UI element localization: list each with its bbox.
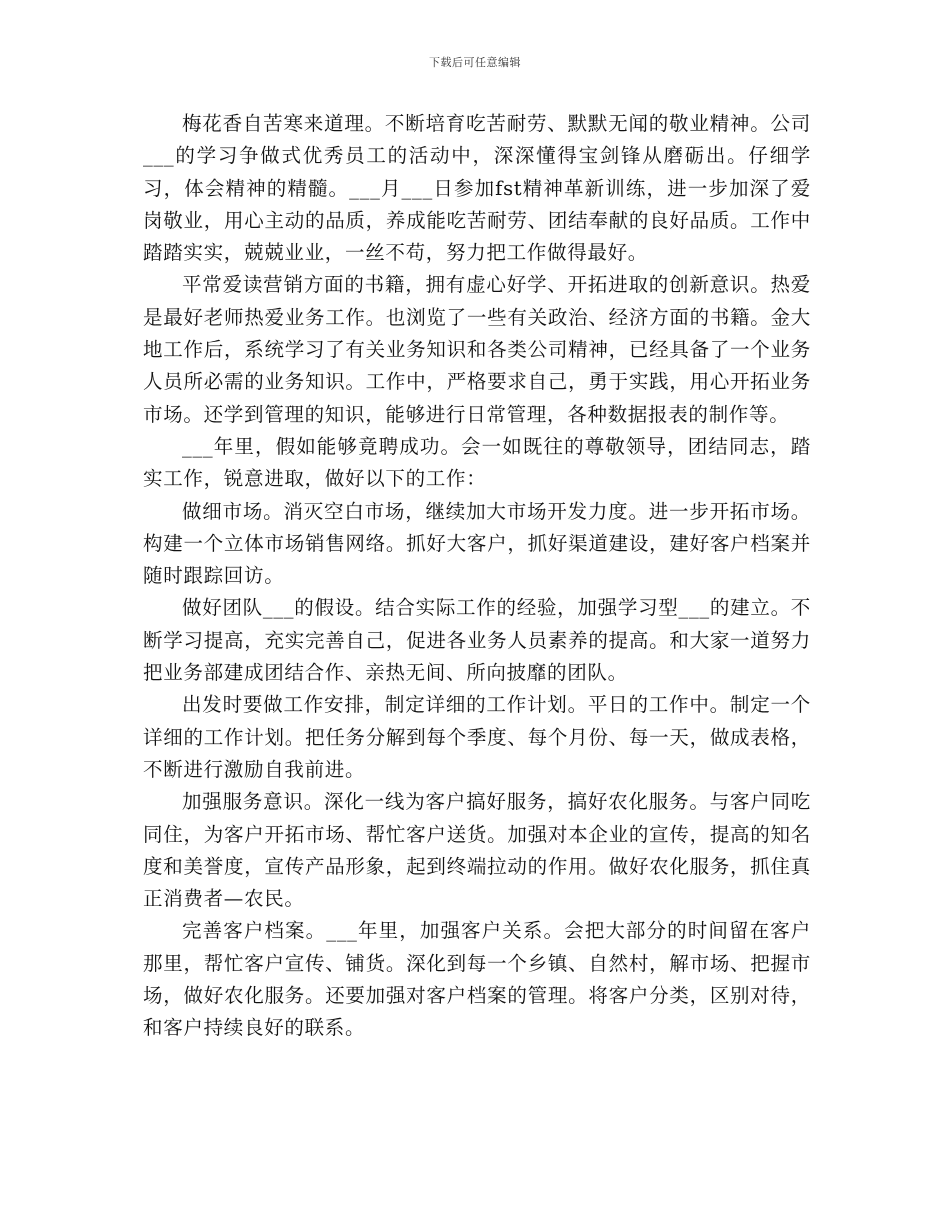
paragraph: 加强服务意识。深化一线为客户搞好服务，搞好农化服务。与客户同吃同住，为客户开拓市场、帮忙客户送货。加强对本企业的宣传，提高的知名度和美誉度，宣传产品形象，起到终端拉动的作用。做好农化服务，抓住真正消费者—农民。 <box>143 790 811 911</box>
paragraph: 完善客户档案。___年里，加强客户关系。会把大部分的时间留在客户那里，帮忙客户宣传、铺货。深化到每一个乡镇、自然村，解市场、把握市场，做好农化服务。还要加强对客户档案的管理。将客户分类，区别对待，和客户持续良好的联系。 <box>143 919 811 1040</box>
paragraph: 做好团队___的假设。结合实际工作的经验，加强学习型___的建立。不断学习提高，充实完善自己，促进各业务人员素养的提高。和大家一道努力把业务部建成团结合作、亲热无间、所向披靡的团队。 <box>143 596 811 685</box>
paragraph: 平常爱读营销方面的书籍，拥有虚心好学、开拓进取的创新意识。热爱是最好老师热爱业务工作。也浏览了一些有关政治、经济方面的书籍。金大地工作后，系统学习了有关业务知识和各类公司精神，已经具备了一个业务人员所必需的业务知识。工作中，严格要求自己，勇于实践，用心开拓业务市场。还学到管理的知识，能够进行日常管理，各种数据报表的制作等。 <box>143 273 811 426</box>
page-header: 下载后可任意编辑 <box>429 56 521 69</box>
document-body <box>143 108 811 1045</box>
paragraph: 做细市场。消灭空白市场，继续加大市场开发力度。进一步开拓市场。构建一个立体市场销售网络。抓好大客户，抓好渠道建设，建好客户档案并随时跟踪回访。 <box>143 499 811 588</box>
paragraph: ___年里，假如能够竟聘成功。会一如既往的尊敬领导，团结同志，踏实工作，锐意进取，做好以下的工作： <box>143 434 811 491</box>
paragraph: 梅花香自苦寒来道理。不断培育吃苦耐劳、默默无闻的敬业精神。公司___的学习争做式优秀员工的活动中，深深懂得宝剑锋从磨砺出。仔细学习，体会精神的精髓。___月___日参加fst精神革新训练，进一步加深了爱岗敬业，用心主动的品质，养成能吃苦耐劳、团结奉献的良好品质。工作中踏踏实实，兢兢业业，一丝不苟，努力把工作做得最好。 <box>143 112 811 265</box>
paragraph: 出发时要做工作安排，制定详细的工作计划。平日的工作中。制定一个详细的工作计划。把任务分解到每个季度、每个月份、每一天，做成表格，不断进行激励自我前进。 <box>143 693 811 781</box>
